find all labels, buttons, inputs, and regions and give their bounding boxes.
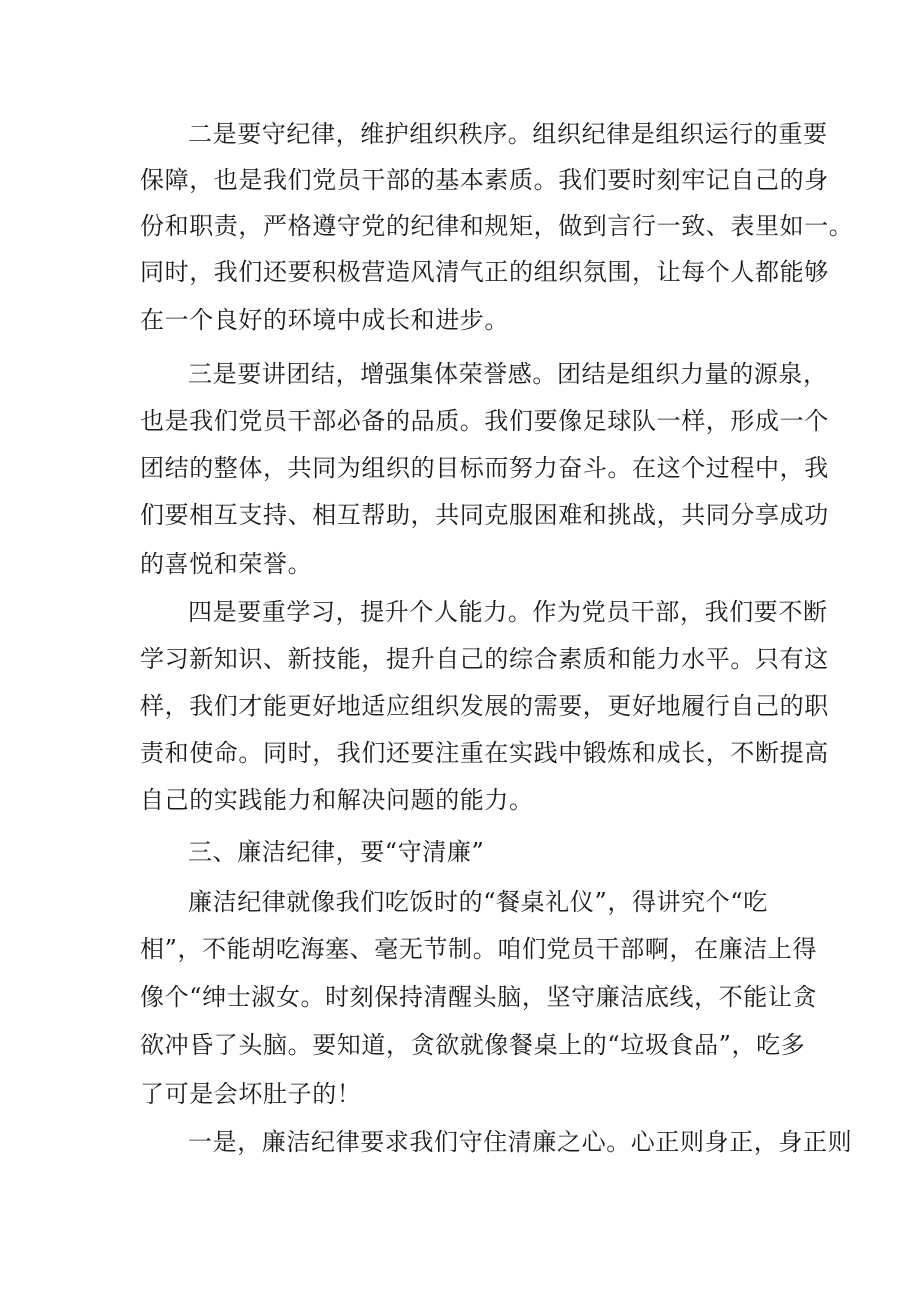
paragraph-line: 保障，也是我们党员干部的基本素质。我们要时刻牢记自己的身 xyxy=(140,166,829,194)
paragraph-line: 也是我们党员干部必备的品质。我们要像足球队一样，形成一个 xyxy=(140,407,829,435)
paragraph-line: 在一个良好的环境中成长和进步。 xyxy=(140,306,509,334)
paragraph-line: 同时，我们还要积极营造风清气正的组织氛围，让每个人都能够 xyxy=(140,258,829,286)
paragraph-line: 二是要守纪律，维护组织秩序。组织纪律是组织运行的重要 xyxy=(188,120,828,148)
paragraph-line: 一是，廉洁纪律要求我们守住清廉之心。心正则身正，身正则 xyxy=(188,1128,853,1156)
paragraph-line: 责和使命。同时，我们还要注重在实践中锻炼和成长，不断提高 xyxy=(140,739,829,767)
paragraph-line: 样，我们才能更好地适应组织发展的需要，更好地履行自己的职 xyxy=(140,692,829,720)
paragraph-line: 的喜悦和荣誉。 xyxy=(140,550,313,578)
paragraph-line: 三是要讲团结，增强集体荣誉感。团结是组织力量的源泉， xyxy=(188,360,828,388)
paragraph-line: 团结的整体，共同为组织的目标而努力奋斗。在这个过程中，我 xyxy=(140,454,829,482)
paragraph-line: 像个“绅士淑女。时刻保持清醒头脑，坚守廉洁底线，不能让贪 xyxy=(140,983,818,1011)
paragraph-line: 学习新知识、新技能，提升自己的综合素质和能力水平。只有这 xyxy=(140,645,829,673)
paragraph-line: 自己的实践能力和解决问题的能力。 xyxy=(140,786,534,814)
paragraph-line: 份和职责，严格遵守党的纪律和规矩，做到言行一致、表里如一。 xyxy=(140,212,854,240)
paragraph-line: 相”，不能胡吃海塞、毫无节制。咱们党员干部啊，在廉洁上得 xyxy=(140,935,818,963)
paragraph-line: 们要相互支持、相互帮助，共同克服困难和挑战，共同分享成功 xyxy=(140,501,829,529)
paragraph-line: 四是要重学习，提升个人能力。作为党员干部，我们要不断 xyxy=(188,598,828,626)
section-heading: 三、廉洁纪律，要“守清廉” xyxy=(188,838,485,866)
paragraph-line: 欲冲昏了头脑。要知道，贪欲就像餐桌上的“垃圾食品”，吃多 xyxy=(140,1031,806,1059)
paragraph-line: 廉洁纪律就像我们吃饭时的“餐桌礼仪”，得讲究个“吃 xyxy=(188,888,768,916)
paragraph-line: 了可是会坏肚子的！ xyxy=(140,1080,362,1108)
